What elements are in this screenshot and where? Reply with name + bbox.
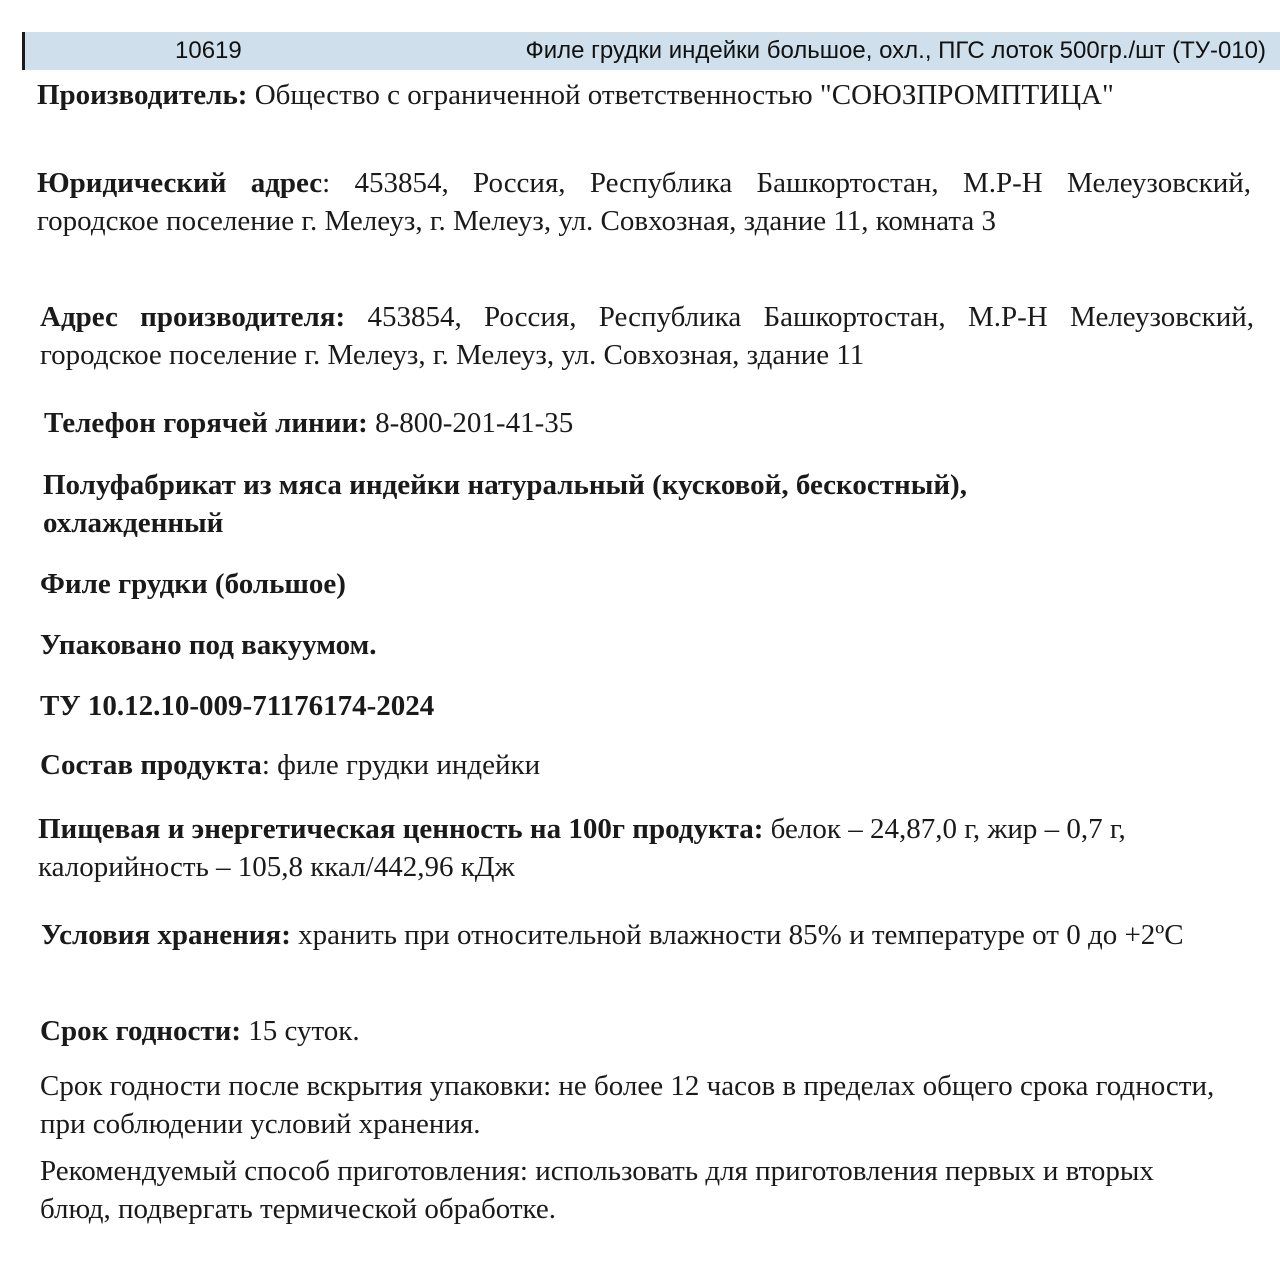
- producer-address-value: 453854, Россия, Республика Башкортостан, М.Р-Н Мелеузовский, городское поселение г. Мелеуз, г. Мелеуз, ул. Совхозная, здание 11: [40, 301, 1255, 371]
- cooking-text: Рекомендуемый способ приготовления: использовать для приготовления первых и вторых блюд, подвергать термической обработке.: [40, 1155, 1154, 1225]
- composition-value: : филе грудки индейки: [261, 749, 541, 781]
- shelf-life-value: 15 суток.: [248, 1015, 360, 1047]
- shelf-life-paragraph: [40, 1012, 1240, 1050]
- producer-address-label: Адрес производителя:: [40, 301, 346, 333]
- legal-address-paragraph: [37, 164, 1251, 240]
- cut-paragraph: [40, 565, 1240, 603]
- product-header-bar: [22, 32, 1280, 70]
- after-opening-paragraph: [40, 1067, 1250, 1143]
- composition-paragraph: [40, 746, 1240, 784]
- manufacturer-value: Общество с ограниченной ответственностью "СОЮЗПРОМПТИЦА": [254, 79, 1114, 111]
- manufacturer-label: Производитель:: [37, 79, 248, 111]
- shelf-life-label: Срок годности:: [40, 1015, 242, 1047]
- nutrition-value: белок – 24,87,0 г, жир – 0,7 г, калорийность – 105,8 ккал/442,96 кДж: [38, 813, 1126, 883]
- storage-paragraph: [41, 916, 1241, 954]
- packaging-note: Упаковано под вакуумом.: [40, 629, 377, 661]
- nutrition-label: Пищевая и энергетическая ценность на 100г продукта:: [38, 813, 764, 845]
- producer-address-paragraph: [40, 298, 1254, 374]
- after-opening-text: Срок годности после вскрытия упаковки: не более 12 часов в пределах общего срока годности, при соблюдении условий хранения.: [40, 1070, 1215, 1140]
- hotline-paragraph: [44, 404, 1244, 442]
- product-type-paragraph: [43, 466, 1123, 542]
- technical-standard: ТУ 10.12.10-009-71176174-2024: [40, 690, 435, 722]
- legal-address-value: : 453854, Россия, Республика Башкортостан, М.Р-Н Мелеузовский, городское поселение г. Мелеуз, г. Мелеуз, ул. Совхозная, здание 11, комната 3: [37, 167, 1251, 237]
- storage-label: Условия хранения:: [41, 919, 291, 951]
- product-type: Полуфабрикат из мяса индейки натуральный (кусковой, бескостный), охлажденный: [43, 469, 967, 539]
- product-code: 10619: [175, 37, 242, 64]
- composition-label: Состав продукта: [40, 749, 262, 781]
- packaging-paragraph: [40, 626, 1240, 664]
- product-cut: Филе грудки (большое): [40, 568, 346, 600]
- cooking-paragraph: [40, 1152, 1220, 1228]
- hotline-label: Телефон горячей линии:: [44, 407, 368, 439]
- hotline-value: 8-800-201-41-35: [375, 407, 574, 439]
- manufacturer-paragraph: [37, 76, 1251, 114]
- storage-value: хранить при относительной влажности 85% и температуре от 0 до +2ºС: [298, 919, 1184, 951]
- legal-address-label: Юридический адрес: [37, 167, 323, 199]
- product-title: Филе грудки индейки большое, охл., ПГС лоток 500гр./шт (ТУ-010): [525, 37, 1266, 64]
- standard-paragraph: [40, 687, 1240, 725]
- nutrition-paragraph: [38, 810, 1218, 886]
